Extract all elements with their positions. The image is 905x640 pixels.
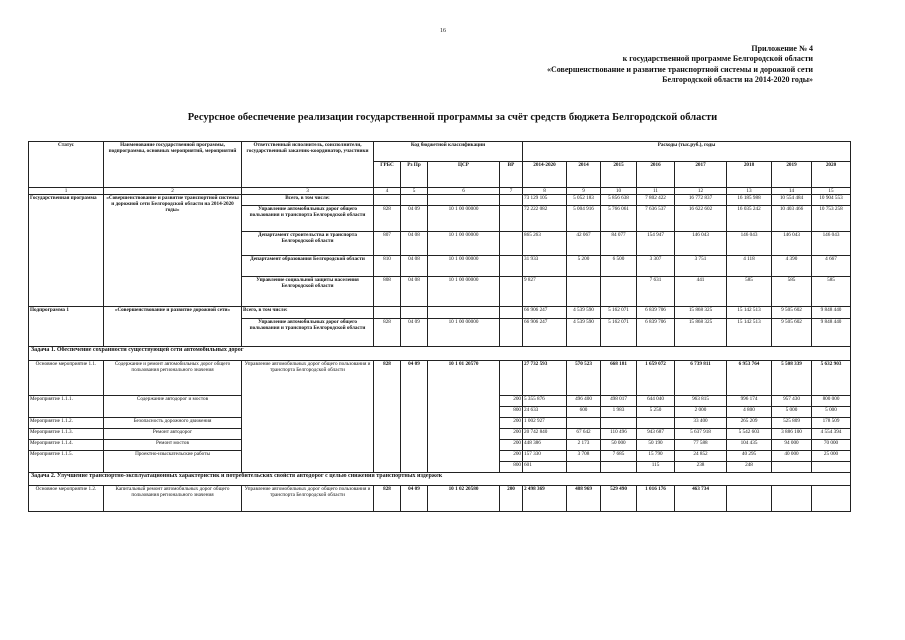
value-cell: 146 043	[675, 232, 727, 256]
value-cell: 644 040	[637, 396, 675, 407]
sub1-row	[29, 307, 851, 319]
grbs-cell	[374, 195, 401, 206]
column-index: 4	[374, 188, 401, 195]
executor-cell: Управление автомобильных дорог общего пользования и транспорта Белгородской области	[242, 206, 374, 232]
header-year: 2014-2020	[523, 162, 567, 188]
om12-name: Капитальный ремонт автомобильных дорог общего пользования регионального значения	[104, 486, 242, 512]
value-cell: 9 848 440	[812, 319, 851, 347]
rzpr-cell	[401, 195, 428, 206]
grbs-cell: 828	[374, 206, 401, 232]
value-cell: 115	[637, 462, 675, 473]
column-index: 10	[601, 188, 637, 195]
value-cell: 5 355 876	[523, 396, 567, 407]
value-cell: 570 523	[567, 361, 601, 396]
value-cell: 24 633	[523, 407, 567, 418]
value-cell: 94 000	[772, 440, 812, 451]
column-index: 3	[242, 188, 374, 195]
value-cell: 24 852	[675, 451, 727, 462]
vr-cell	[500, 195, 523, 206]
column-index: 15	[812, 188, 851, 195]
value-cell	[812, 462, 851, 473]
header-year: 2016	[637, 162, 675, 188]
header-year: 2019	[772, 162, 812, 188]
value-cell: 15 790	[637, 451, 675, 462]
vr-cell: 200	[500, 486, 523, 512]
header-expenses: Расходы (тыс.руб.), годы	[523, 142, 851, 162]
value-cell: 16 185 988	[727, 195, 772, 206]
value-cell: 5 162 071	[601, 307, 637, 319]
value-cell: 585	[727, 277, 772, 307]
value-cell: 146 043	[727, 232, 772, 256]
value-cell: 498 017	[601, 396, 637, 407]
column-index: 11	[637, 188, 675, 195]
value-cell: 4 800	[727, 407, 772, 418]
value-cell: 3 886 100	[772, 429, 812, 440]
index-row	[29, 188, 851, 195]
value-cell: 800 000	[812, 396, 851, 407]
value-cell: 5 052 183	[567, 195, 601, 206]
value-cell: 600	[567, 407, 601, 418]
value-cell: 7 685	[601, 451, 637, 462]
vr-cell	[500, 206, 523, 232]
header-year: 2018	[727, 162, 772, 188]
value-cell	[567, 418, 601, 429]
activity-name: Ремонт автодорог	[104, 429, 242, 440]
grbs-cell: 828	[374, 486, 401, 512]
value-cell: 1 659 072	[637, 361, 675, 396]
value-cell: 7 631	[637, 277, 675, 307]
value-cell: 943 687	[637, 429, 675, 440]
om11-row	[29, 361, 851, 396]
value-cell: 4 390	[772, 256, 812, 277]
gp-status: Государственная программа	[29, 195, 104, 307]
appendix-line-2: к государственной программе Белгородской области	[622, 54, 813, 64]
header-year: 2017	[675, 162, 727, 188]
header-year: 2015	[601, 162, 637, 188]
executor-cell: Всего, в том числе:	[242, 195, 374, 206]
value-cell: 5 856 638	[601, 195, 637, 206]
value-cell: 31 933	[523, 256, 567, 277]
vr-cell: 800	[500, 407, 523, 418]
value-cell: 72 222 082	[523, 206, 567, 232]
page-number: 16	[440, 28, 446, 34]
grbs-cell	[374, 307, 401, 319]
activity-name: Проектно-изыскательские работы	[104, 451, 242, 473]
value-cell	[772, 486, 812, 512]
vr-cell	[500, 307, 523, 319]
value-cell: 957 430	[772, 396, 812, 407]
value-cell: 27 732 593	[523, 361, 567, 396]
value-cell: 4 667	[812, 256, 851, 277]
value-cell: 463 734	[675, 486, 727, 512]
value-cell: 585	[772, 277, 812, 307]
csr-cell	[428, 307, 500, 319]
value-cell: 20 742 840	[523, 429, 567, 440]
column-index: 13	[727, 188, 772, 195]
vr-cell: 200	[500, 451, 523, 462]
value-cell: 157 330	[523, 451, 567, 462]
value-cell: 10 554 484	[772, 195, 812, 206]
value-cell: 496 400	[567, 396, 601, 407]
csr-cell: 10 1 00 00000	[428, 277, 500, 307]
executor-cell: Департамент строительства и транспорта Белгородской области	[242, 232, 374, 256]
om12-row	[29, 486, 851, 512]
value-cell: 6 839 706	[637, 307, 675, 319]
value-cell: 5 250	[637, 407, 675, 418]
header-vr: ВР	[500, 162, 523, 188]
resource-table	[28, 141, 851, 512]
rzpr-cell: 04 09	[401, 361, 428, 473]
executor-cell: Управление социальной защиты населения Белгородской области	[242, 277, 374, 307]
grbs-cell: 808	[374, 277, 401, 307]
gp-row	[29, 195, 851, 206]
value-cell: 668 181	[601, 361, 637, 396]
rzpr-cell: 04 09	[401, 319, 428, 347]
value-cell: 9 505 602	[772, 307, 812, 319]
rzpr-cell: 04 09	[401, 486, 428, 512]
executor-cell: Всего, в том числе:	[242, 307, 374, 319]
vr-cell	[500, 232, 523, 256]
grbs-cell: 828	[374, 319, 401, 347]
column-index: 9	[567, 188, 601, 195]
value-cell: 110 496	[601, 429, 637, 440]
om12-status: Основное мероприятие 1.2.	[29, 486, 104, 512]
value-cell: 265 209	[727, 418, 772, 429]
value-cell	[567, 277, 601, 307]
value-cell: 488 969	[567, 486, 601, 512]
value-cell: 50 190	[637, 440, 675, 451]
vr-cell	[500, 361, 523, 396]
sub1-name: «Совершенствование и развитие дорожной сети»	[104, 307, 242, 347]
value-cell: 5 542 603	[727, 429, 772, 440]
value-cell: 73 129 105	[523, 195, 567, 206]
value-cell: 154 947	[637, 232, 675, 256]
value-cell: 67 642	[567, 429, 601, 440]
value-cell: 5 766 061	[601, 206, 637, 232]
value-cell: 1 016 176	[637, 486, 675, 512]
value-cell: 6 500	[601, 256, 637, 277]
value-cell: 10 904 553	[812, 195, 851, 206]
executor-cell: Департамент образования Белгородской области	[242, 256, 374, 277]
value-cell	[637, 418, 675, 429]
value-cell: 146 043	[812, 232, 851, 256]
value-cell: 1 002 927	[523, 418, 567, 429]
activity-status: Мероприятие 1.1.2.	[29, 418, 104, 429]
vr-cell: 200	[500, 440, 523, 451]
document-title: Ресурсное обеспечение реализации государственной программы за счёт средств бюджета Белгородской области	[187, 112, 718, 123]
header-budget-code: Код бюджетной классификации	[374, 142, 523, 162]
value-cell: 16 035 242	[727, 206, 772, 232]
rzpr-cell: 04 08	[401, 256, 428, 277]
value-cell: 104 435	[727, 440, 772, 451]
value-cell: 70 000	[812, 440, 851, 451]
value-cell: 40 000	[772, 451, 812, 462]
value-cell: 4 554 394	[812, 429, 851, 440]
vr-cell: 200	[500, 429, 523, 440]
value-cell: 16 622 602	[675, 206, 727, 232]
value-cell: 9 848 440	[812, 307, 851, 319]
om12-executor: Управление автомобильных дорог общего пользования и транспорта Белгородской области	[242, 486, 374, 512]
gp-name: «Совершенствование и развитие транспортной системы и дорожной сети Белгородской области на 2014-2020 годы»	[104, 195, 242, 307]
activity-name: Содержание автодорог и мостов	[104, 396, 242, 418]
value-cell: 585	[812, 277, 851, 307]
value-cell: 6 739 811	[675, 361, 727, 396]
value-cell: 4 539 590	[567, 319, 601, 347]
vr-cell: 800	[500, 462, 523, 473]
csr-cell: 10 1 01 20570	[428, 361, 500, 473]
table-body	[29, 142, 851, 512]
value-cell: 5 508 339	[772, 361, 812, 396]
value-cell	[567, 462, 601, 473]
value-cell: 5 200	[567, 256, 601, 277]
sub1-status: Подпрограмма 1	[29, 307, 104, 347]
value-cell: 865 263	[523, 232, 567, 256]
value-cell: 7 636 537	[637, 206, 675, 232]
value-cell: 25 000	[812, 451, 851, 462]
csr-cell: 10 1 00 00000	[428, 206, 500, 232]
column-index: 5	[401, 188, 428, 195]
column-index: 6	[428, 188, 500, 195]
activity-status: Мероприятие 1.1.1.	[29, 396, 104, 418]
value-cell	[601, 277, 637, 307]
header-status: Статус	[29, 142, 104, 188]
csr-cell	[428, 195, 500, 206]
column-index: 8	[523, 188, 567, 195]
rzpr-cell	[401, 307, 428, 319]
csr-cell: 10 1 00 00000	[428, 319, 500, 347]
om11-status: Основное мероприятие 1.1.	[29, 361, 104, 396]
vr-cell	[500, 319, 523, 347]
value-cell	[727, 486, 772, 512]
csr-cell: 10 1 00 00000	[428, 232, 500, 256]
activity-name: Ремонт мостов	[104, 440, 242, 451]
column-index: 14	[772, 188, 812, 195]
value-cell: 66 906 247	[523, 307, 567, 319]
activity-name: Безопасность дорожного движения	[104, 418, 242, 429]
value-cell: 525 809	[772, 418, 812, 429]
value-cell: 448 386	[523, 440, 567, 451]
value-cell: 66 906 247	[523, 319, 567, 347]
value-cell: 2 000	[675, 407, 727, 418]
task-row	[29, 473, 851, 486]
value-cell: 10 753 258	[812, 206, 851, 232]
value-cell	[601, 462, 637, 473]
header-name: Наименование государственной программы, подпрограммы, основных мероприятий, мероприятий	[104, 142, 242, 188]
vr-cell	[500, 256, 523, 277]
value-cell: 50 000	[601, 440, 637, 451]
header-csr: ЦСР	[428, 162, 500, 188]
activity-status: Мероприятие 1.1.5.	[29, 451, 104, 473]
value-cell: 248	[727, 462, 772, 473]
header-grbs: ГРБС	[374, 162, 401, 188]
value-cell: 15 868 325	[675, 319, 727, 347]
value-cell: 4 118	[727, 256, 772, 277]
value-cell: 42 067	[567, 232, 601, 256]
header-year: 2014	[567, 162, 601, 188]
appendix-line-3: «Совершенствование и развитие транспортной системы и дорожной сети	[546, 64, 813, 74]
value-cell: 15 868 325	[675, 307, 727, 319]
value-cell	[812, 486, 851, 512]
appendix-line-4: Белгородской области на 2014-2020 годы»	[662, 75, 813, 85]
task-1: Задача 1. Обеспечение сохранности существующей сети автомобильных дорог	[29, 347, 851, 361]
value-cell: 529 490	[601, 486, 637, 512]
csr-cell: 10 1 00 00000	[428, 256, 500, 277]
om11-executor: Управление автомобильных дорог общего пользования и транспорта Белгородской области	[242, 361, 374, 473]
appendix-header	[433, 44, 813, 86]
value-cell: 84 077	[601, 232, 637, 256]
value-cell: 9 505 602	[772, 319, 812, 347]
value-cell: 5 632 903	[812, 361, 851, 396]
value-cell: 16 772 837	[675, 195, 727, 206]
grbs-cell: 807	[374, 232, 401, 256]
vr-cell: 200	[500, 418, 523, 429]
value-cell: 33 400	[675, 418, 727, 429]
value-cell: 601	[523, 462, 567, 473]
activity-status: Мероприятие 1.1.4.	[29, 440, 104, 451]
appendix-line-1: Приложение № 4	[751, 44, 813, 53]
grbs-cell: 810	[374, 256, 401, 277]
value-cell: 4 539 590	[567, 307, 601, 319]
value-cell: 77 588	[675, 440, 727, 451]
csr-cell: 10 1 02 20580	[428, 486, 500, 512]
value-cell: 6 953 764	[727, 361, 772, 396]
rzpr-cell: 04 08	[401, 232, 428, 256]
value-cell: 3 307	[637, 256, 675, 277]
header-year: 2020	[812, 162, 851, 188]
value-cell: 15 142 513	[727, 319, 772, 347]
value-cell: 6 839 706	[637, 319, 675, 347]
value-cell: 238	[675, 462, 727, 473]
value-cell: 15 142 513	[727, 307, 772, 319]
column-index: 2	[104, 188, 242, 195]
value-cell: 5 004 916	[567, 206, 601, 232]
value-cell: 146 043	[772, 232, 812, 256]
value-cell: 3 708	[567, 451, 601, 462]
executor-cell: Управление автомобильных дорог общего пользования и транспорта Белгородской области	[242, 319, 374, 347]
column-index: 7	[500, 188, 523, 195]
column-index: 12	[675, 188, 727, 195]
vr-cell	[500, 277, 523, 307]
value-cell: 1 983	[601, 407, 637, 418]
vr-cell: 200	[500, 396, 523, 407]
column-index: 1	[29, 188, 104, 195]
value-cell	[772, 462, 812, 473]
value-cell	[601, 418, 637, 429]
header-executor: Ответственный исполнитель, соисполнители, государственный заказчик-координатор, участники	[242, 142, 374, 188]
value-cell: 5 000	[772, 407, 812, 418]
value-cell: 7 802 422	[637, 195, 675, 206]
task-2: Задача 2. Улучшение транспортно-эксплуатационных характеристик и потребительских свойств автодорог с целью снижения транспортных издержек	[29, 473, 851, 486]
value-cell: 178 509	[812, 418, 851, 429]
grbs-cell: 828	[374, 361, 401, 473]
om11-name: Содержание и ремонт автомобильных дорог общего пользования регионального значения	[104, 361, 242, 396]
value-cell: 2 173	[567, 440, 601, 451]
value-cell: 10 403 466	[772, 206, 812, 232]
value-cell: 9 827	[523, 277, 567, 307]
value-cell: 5 000	[812, 407, 851, 418]
value-cell: 5 162 071	[601, 319, 637, 347]
rzpr-cell: 04 09	[401, 206, 428, 232]
value-cell: 996 174	[727, 396, 772, 407]
value-cell: 40 295	[727, 451, 772, 462]
value-cell: 2 498 369	[523, 486, 567, 512]
task-row	[29, 347, 851, 361]
value-cell: 441	[675, 277, 727, 307]
value-cell: 3 751	[675, 256, 727, 277]
header-rzpr: Рз Пр	[401, 162, 428, 188]
value-cell: 963 815	[675, 396, 727, 407]
activity-status: Мероприятие 1.1.3.	[29, 429, 104, 440]
rzpr-cell: 04 08	[401, 277, 428, 307]
value-cell: 5 637 918	[675, 429, 727, 440]
